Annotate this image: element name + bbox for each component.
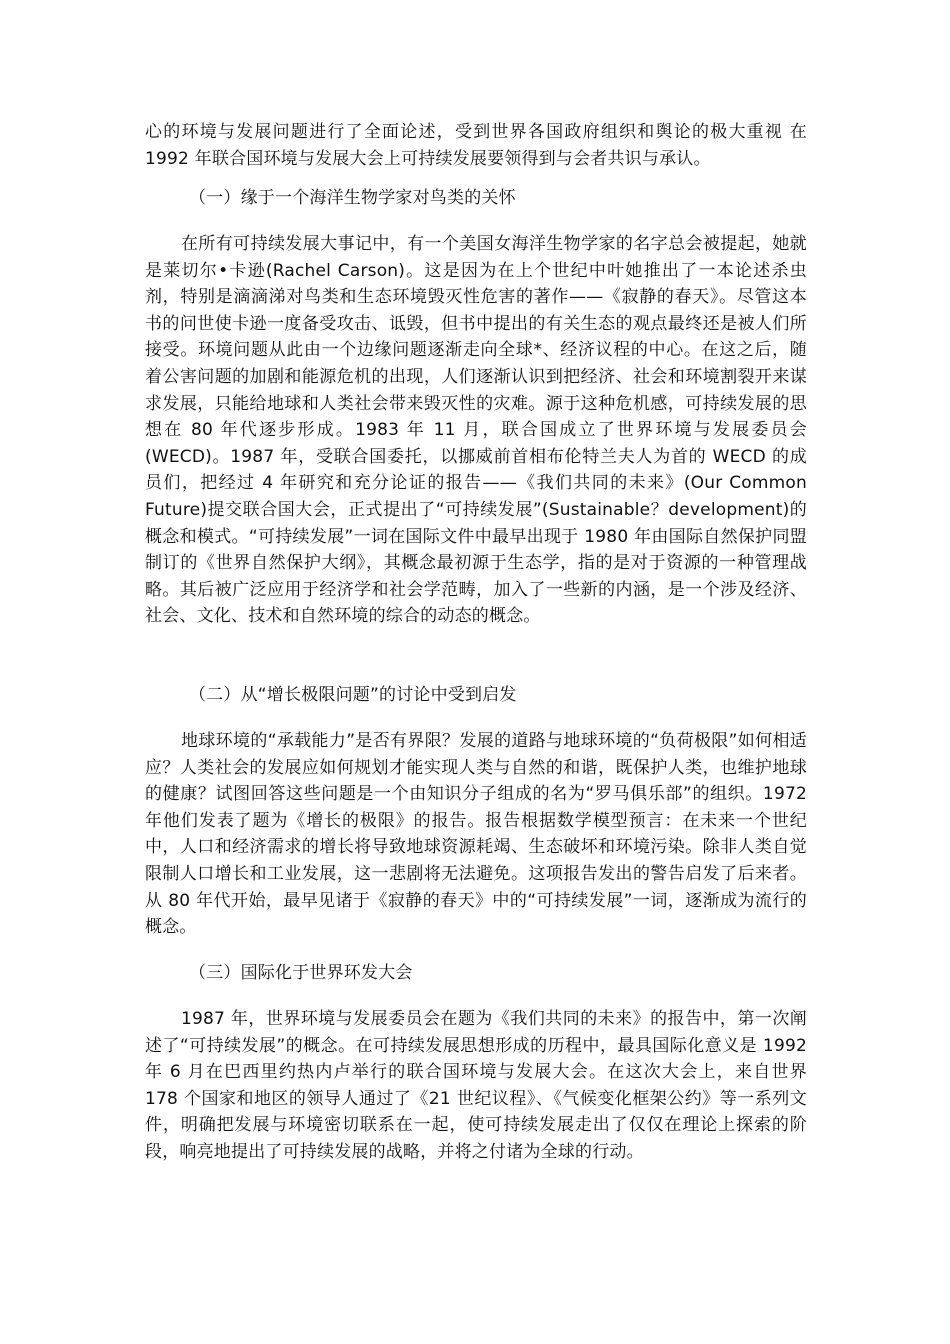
section-heading-1 (145, 185, 807, 212)
section-heading-2 (145, 682, 807, 709)
paragraph-text: 1987 年，世界环境与发展委员会在题为《我们共同的未来》的报告中，第一次阐述了“可持续发展”的概念。在可持续发展思想形成的历程中，最具国际化意义是 1992 年 6 月在巴西里约热内卢举行的联合国环境与发展大会。在这次大会上，来自世界 178 个国家和地区的领导人通过了《21 世纪议程》、《气候变化框架公约》等一系列文件，明确把发展与环境密切联系在一起，使可持续发展走出了仅仅在理论上探索的阶段，响亮地提出了可持续发展的战略，并将之付诸为全球的行动。 (145, 1009, 807, 1162)
section-heading-3 (145, 960, 807, 987)
heading-text: （三）国际化于世界环发大会 (189, 963, 413, 983)
paragraph-text: 心的环境与发展问题进行了全面论述，受到世界各国政府组织和舆论的极大重视 在 1992 年联合国环境与发展大会上可持续发展要领得到与会者共识与承认。 (145, 122, 807, 169)
section-3-paragraph (145, 1006, 807, 1166)
heading-text: （二）从“增长极限问题”的讨论中受到启发 (189, 685, 517, 705)
paragraph-text: 地球环境的“承载能力”是否有界限？发展的道路与地球环境的“负荷极限”如何相适应？人类社会的发展应如何规划才能实现人类与自然的和谐，既保护人类，也维护地球的健康？试图回答这些问题是一个由知识分子组成的名为“罗马俱乐部”的组织。1972 年他们发表了题为《增长的极限》的报告。报告根据数学模型预言：在未来一个世纪中，人口和经济需求的增长将导致地球资源耗竭、生态破坏和环境污染。除非人类自觉限制人口增长和工业发展，这一悲剧将无法避免。这项报告发出的警告启发了后来者。从 80 年代开始，最早见诸于《寂静的春天》中的“可持续发展”一词，逐渐成为流行的概念。 (145, 731, 807, 938)
heading-text: （一）缘于一个海洋生物学家对鸟类的关怀 (189, 188, 516, 208)
paragraph-text: 在所有可持续发展大事记中，有一个美国女海洋生物学家的名字总会被提起，她就是莱切尔•卡逊(Rachel Carson)。这是因为在上个世纪中叶她推出了一本论述杀虫剂，特别是滴滴涕对鸟类和生态环境毁灭性危害的著作——《寂静的春天》。尽管这本书的问世使卡逊一度备受攻击、诋毁，但书中提出的有关生态的观点最终还是被人们所接受。环境问题从此由一个边缘问题逐渐走向全球*、经济议程的中心。在这之后，随着公害问题的加剧和能源危机的出现，人们逐渐认识到把经济、社会和环境割裂开来谋求发展，只能给地球和人类社会带来毁灭性的灾难。源于这种危机感，可持续发展的思想在 80 年代逐步形成。1983 年 11 月，联合国成立了世界环境与发展委员会(WECD)。1987 年，受联合国委托，以挪威前首相布伦特兰夫人为首的 WECD 的成员们，把经过 4 年研究和充分论证的报告——《我们共同的未来》(Our Common Future)提交联合国大会，正式提出了“可持续发展”(Sustainable？development)的概念和模式。“可持续发展”一词在国际文件中最早出现于 1980 年由国际自然保护同盟制订的《世界自然保护大纲》，其概念最初源于生态学，指的是对于资源的一种管理战略。其后被广泛应用于经济学和社会学范畴，加入了一些新的内涵，是一个涉及经济、社会、文化、技术和自然环境的综合的动态的概念。 (145, 234, 807, 627)
section-2-paragraph (145, 728, 807, 941)
section-1-paragraph (145, 231, 807, 630)
continued-paragraph (145, 119, 807, 172)
